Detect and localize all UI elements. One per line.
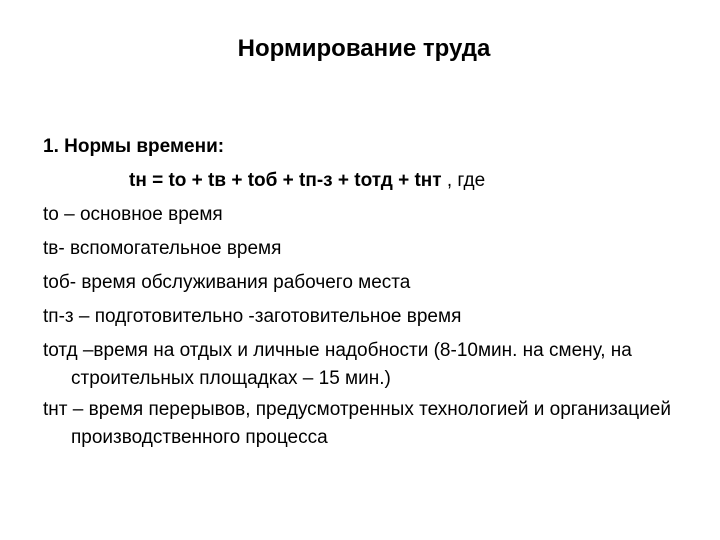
definition-rest-time: tотд –время на отдых и личные надобности (8-10мин. на смену, на строительных площадках – 15 мин.) xyxy=(43,340,632,389)
slide-title: Нормирование труда xyxy=(237,35,491,62)
definition-preparatory-time: tп-з – подготовительно -заготовительное время xyxy=(43,306,462,327)
formula-suffix: , где xyxy=(441,170,486,191)
section-heading: 1. Нормы времени: xyxy=(43,136,225,157)
definition-auxiliary-time: tв- вспомогательное время xyxy=(43,238,282,259)
definition-service-time: tоб- время обслуживания рабочего места xyxy=(43,272,411,293)
formula-line xyxy=(43,164,703,198)
definition-main-time: to – основное время xyxy=(43,204,223,225)
formula-expression: tн = to + tв + tоб + tп-з + tотд + tнт xyxy=(129,170,442,191)
definition-break-time: tнт – время перерывов, предусмотренных технологией и организацией производственного процесса xyxy=(43,399,671,448)
slide-body xyxy=(43,130,703,455)
